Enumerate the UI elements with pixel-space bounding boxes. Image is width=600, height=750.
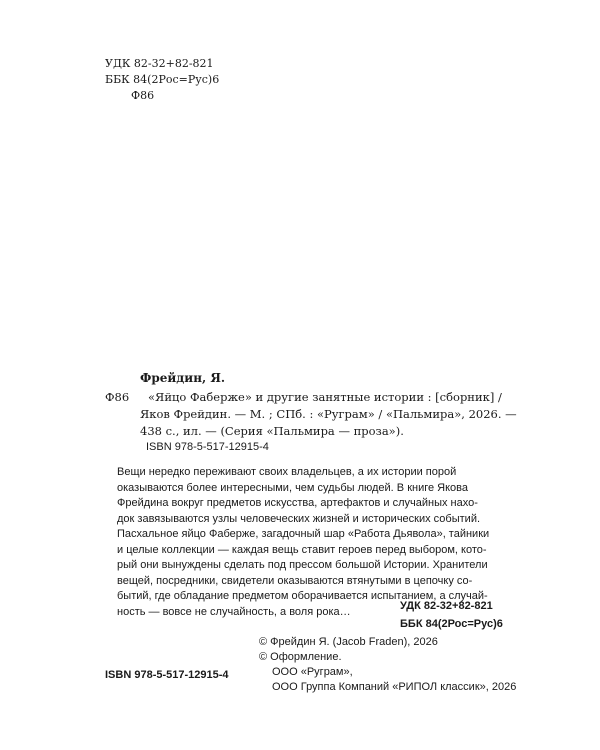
abstract-line: рый они вынуждены сделать под прессом большой Истории. Хранители xyxy=(117,559,488,571)
extent-line: 438 с., ил. — (Серия «Пальмира — проза»). xyxy=(140,424,404,438)
bbk-code: ББК 84(2Рос=Рус)6 xyxy=(105,73,220,86)
copyright-publisher-1: ООО «Руграм», xyxy=(272,666,353,678)
author-mark: Ф86 xyxy=(131,89,155,102)
abstract-line: Пасхальное яйцо Фаберже, загадочный шар «Работа Дьявола», тайники xyxy=(117,528,490,540)
copyright-author: © Фрейдин Я. (Jacob Fraden), 2026 xyxy=(259,636,438,648)
record-isbn: ISBN 978-5-517-12915-4 xyxy=(146,441,269,453)
title-line: «Яйцо Фаберже» и другие занятные истории : [сборник] / xyxy=(148,390,502,404)
record-code: Ф86 xyxy=(105,390,130,404)
abstract-line: и целые коллекции — каждая вещь ставит героев перед выбором, кото- xyxy=(117,543,487,556)
abstract-line: ность — вовсе не случайность, а воля рока… xyxy=(117,605,351,618)
responsibility-line: Яков Фрейдин. — М. ; СПб. : «Руграм» / «Пальмира», 2026. — xyxy=(140,407,517,421)
udk-code: УДК 82-32+82-821 xyxy=(105,57,214,70)
abstract-line: док завязываются узлы человеческих жизней и исторических событий. xyxy=(117,512,481,525)
record-author: Фрейдин, Я. xyxy=(140,371,226,385)
bibliographic-description xyxy=(140,389,517,440)
abstract-line: Вещи нередко переживают своих владельцев, а их истории порой xyxy=(117,466,457,478)
abstract-line: бытий, где обладание предметом оборачивается испытанием, а случай- xyxy=(117,590,488,602)
abstract-line: Фрейдина вокруг предметов искусства, артефактов и случайных нахо- xyxy=(117,497,478,509)
abstract-line: вещей, посредники, свидетели оказываются втянутыми в цепочку со- xyxy=(117,574,473,587)
isbn-bottom: ISBN 978-5-517-12915-4 xyxy=(105,669,229,681)
abstract-line: оказываются более интересными, чем судьбы людей. В книге Якова xyxy=(117,481,469,494)
copyright-publisher-2: ООО Группа Компаний «РИПОЛ классик», 2026 xyxy=(272,681,517,693)
top-classification-codes xyxy=(105,56,219,104)
bottom-udk-code: УДК 82-32+82-821 xyxy=(400,600,493,612)
bottom-bbk-code: ББК 84(2Рос=Рус)6 xyxy=(400,618,503,630)
copyright-design: © Оформление. xyxy=(259,651,342,663)
bottom-classification-codes xyxy=(400,597,503,633)
copyright-block xyxy=(259,635,516,695)
